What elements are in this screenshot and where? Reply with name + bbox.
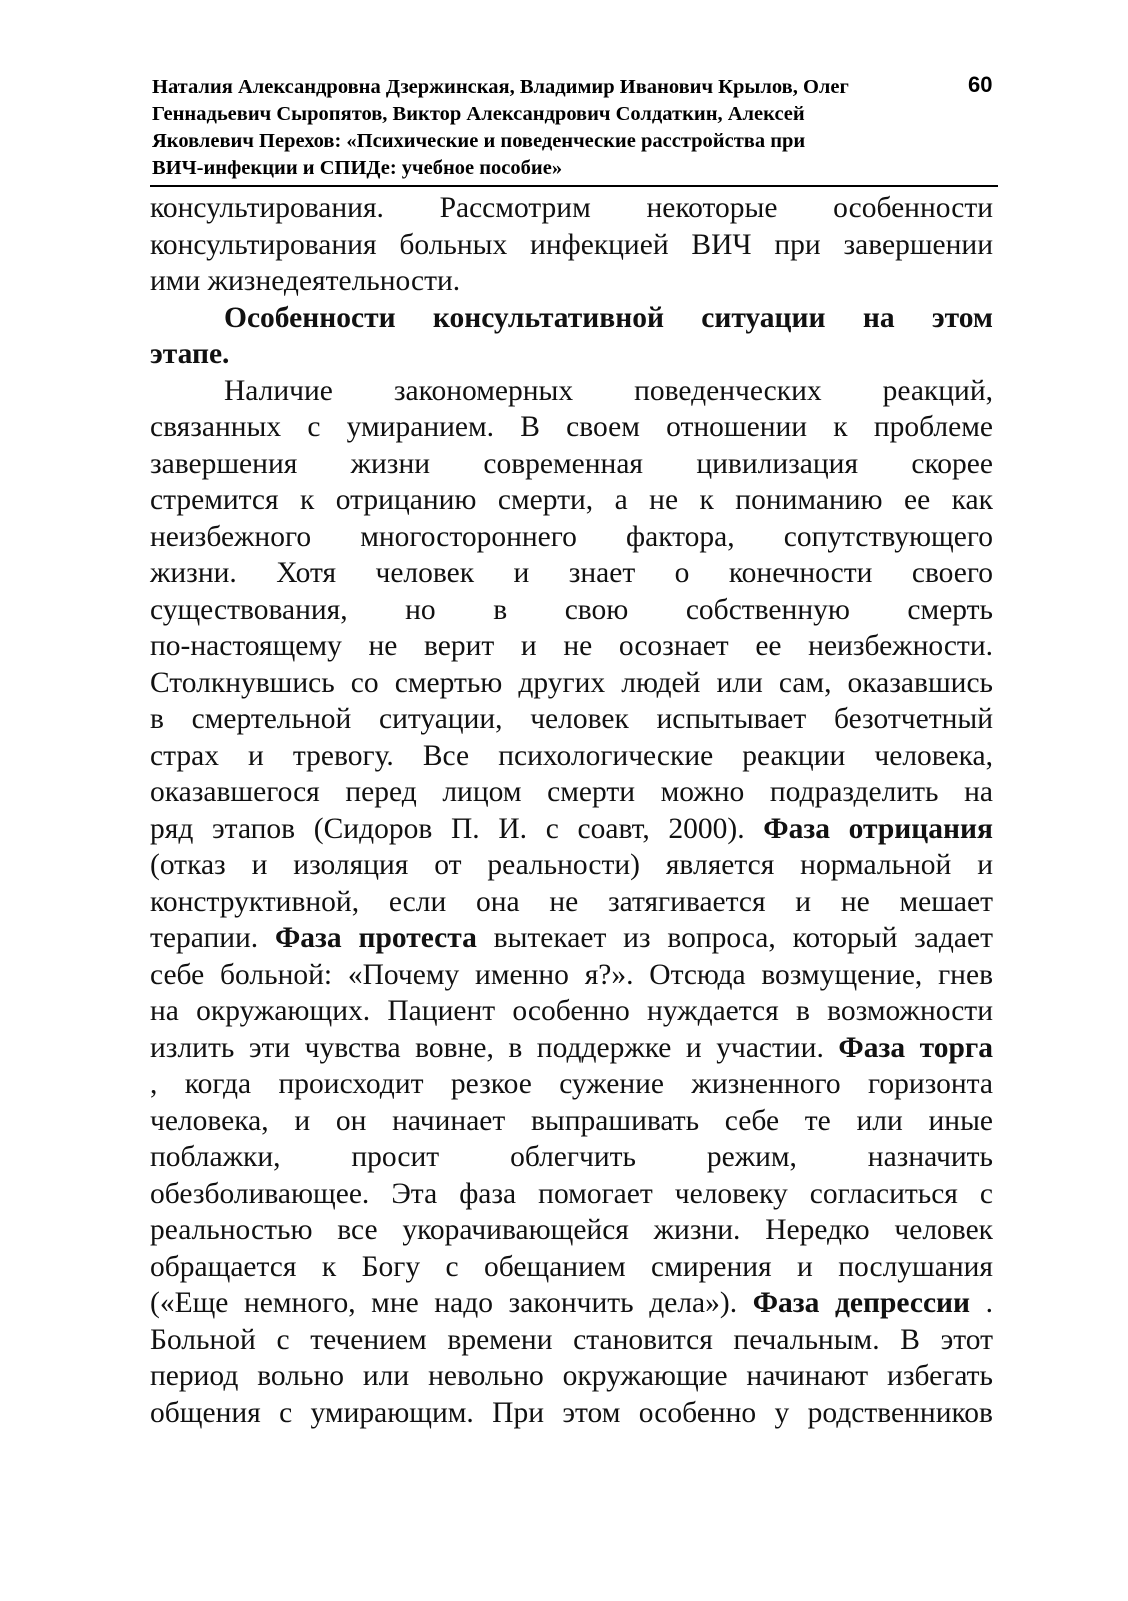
text-line: Наличие закономерных поведенческих реакций, [224,374,993,407]
text-line: по-настоящему не верит и не осознает ее неизбежности. [150,630,993,662]
text-line: оказавшегося перед лицом смерти можно подразделить на [150,776,993,808]
text-line: обращается к Богу с обещанием смирения и послушания [150,1250,993,1283]
body-text [150,190,993,1431]
header-line: Геннадьевич Сыропятов, Виктор Александрович Солдаткин, Алексей [152,103,805,125]
section-heading: этапе. [150,338,230,370]
text-line: в смертельной ситуации, человек испытывает безотчетный [150,703,993,735]
text-line: на окружающих. Пациент особенно нуждается в возможности [150,995,993,1027]
text-line: консультирования больных инфекцией ВИЧ при завершении [150,228,993,261]
text-fragment: . [970,1287,993,1319]
text-line: консультирования. Рассмотрим некоторые особенности [150,192,993,224]
text-line: неизбежного многостороннего фактора, сопутствующего [150,520,993,553]
text-line: реальностью все укорачивающейся жизни. Нередко человек [150,1214,993,1246]
text-line: стремится к отрицанию смерти, а не к пониманию ее как [150,484,993,516]
text-fragment: («Еще немного, мне надо закончить дела»). [150,1287,753,1319]
header-line: Наталия Александровна Дзержинская, Владимир Иванович Крылов, Олег [152,76,849,98]
text-line: Больной с течением времени становится печальным. В этот [150,1323,993,1356]
text-line: жизни. Хотя человек и знает о конечности своего [150,557,993,589]
text-line: ими жизнедеятельности. [150,265,461,297]
text-line: конструктивной, если она не затягивается и не мешает [150,885,993,918]
text-line: Столкнувшись со смертью других людей или сам, оказавшись [150,666,993,699]
text-line: обезболивающее. Эта фаза помогает человеку согласиться с [150,1177,993,1210]
text-line: себе больной: «Почему именно я?». Отсюда возмущение, гнев [150,958,993,991]
page-number: 60 [968,72,993,97]
text-line [150,920,993,957]
phase-term: Фаза отрицания [763,812,994,845]
text-line: период вольно или невольно окружающие начинают избегать [150,1360,993,1392]
phase-term: Фаза торга [838,1031,993,1064]
phase-term: Фаза протеста [274,922,477,954]
text-fragment: излить эти чувства вовне, в поддержке и участии. [150,1031,839,1064]
text-fragment: терапии. [150,922,275,954]
header-divider [150,185,998,187]
text-line: человека, и он начинает выпрашивать себе те или иные [150,1104,993,1137]
text-line [150,811,993,848]
phase-term: Фаза депрессии [752,1287,971,1319]
text-line: завершения жизни современная цивилизация скорее [150,447,993,480]
text-fragment: ряд этапов (Сидоров П. И. с соавт, 2000). [150,812,764,845]
header-line: ВИЧ-инфекции и СПИДе: учебное пособие» [152,157,563,179]
text-line: , когда происходит резкое сужение жизненного горизонта [150,1068,993,1100]
text-line: связанных с умиранием. В своем отношении к проблеме [150,411,993,443]
text-line: поблажки, просит облегчить режим, назначить [150,1141,993,1173]
header-line: Яковлевич Перехов: «Психические и поведенческие расстройства при [152,130,806,152]
section-heading: Особенности консультативной ситуации на этом [224,301,993,334]
text-fragment: вытекает из вопроса, который задает [476,922,993,954]
text-line [150,1285,993,1322]
text-line: (отказ и изоляция от реальности) является нормальной и [150,849,993,881]
text-line [150,1030,993,1067]
text-line: существования, но в свою собственную смерть [150,593,993,626]
text-line: страх и тревогу. Все психологические реакции человека, [150,739,993,772]
running-header [152,72,993,182]
text-line: общения с умирающим. При этом особенно у родственников [150,1396,993,1429]
